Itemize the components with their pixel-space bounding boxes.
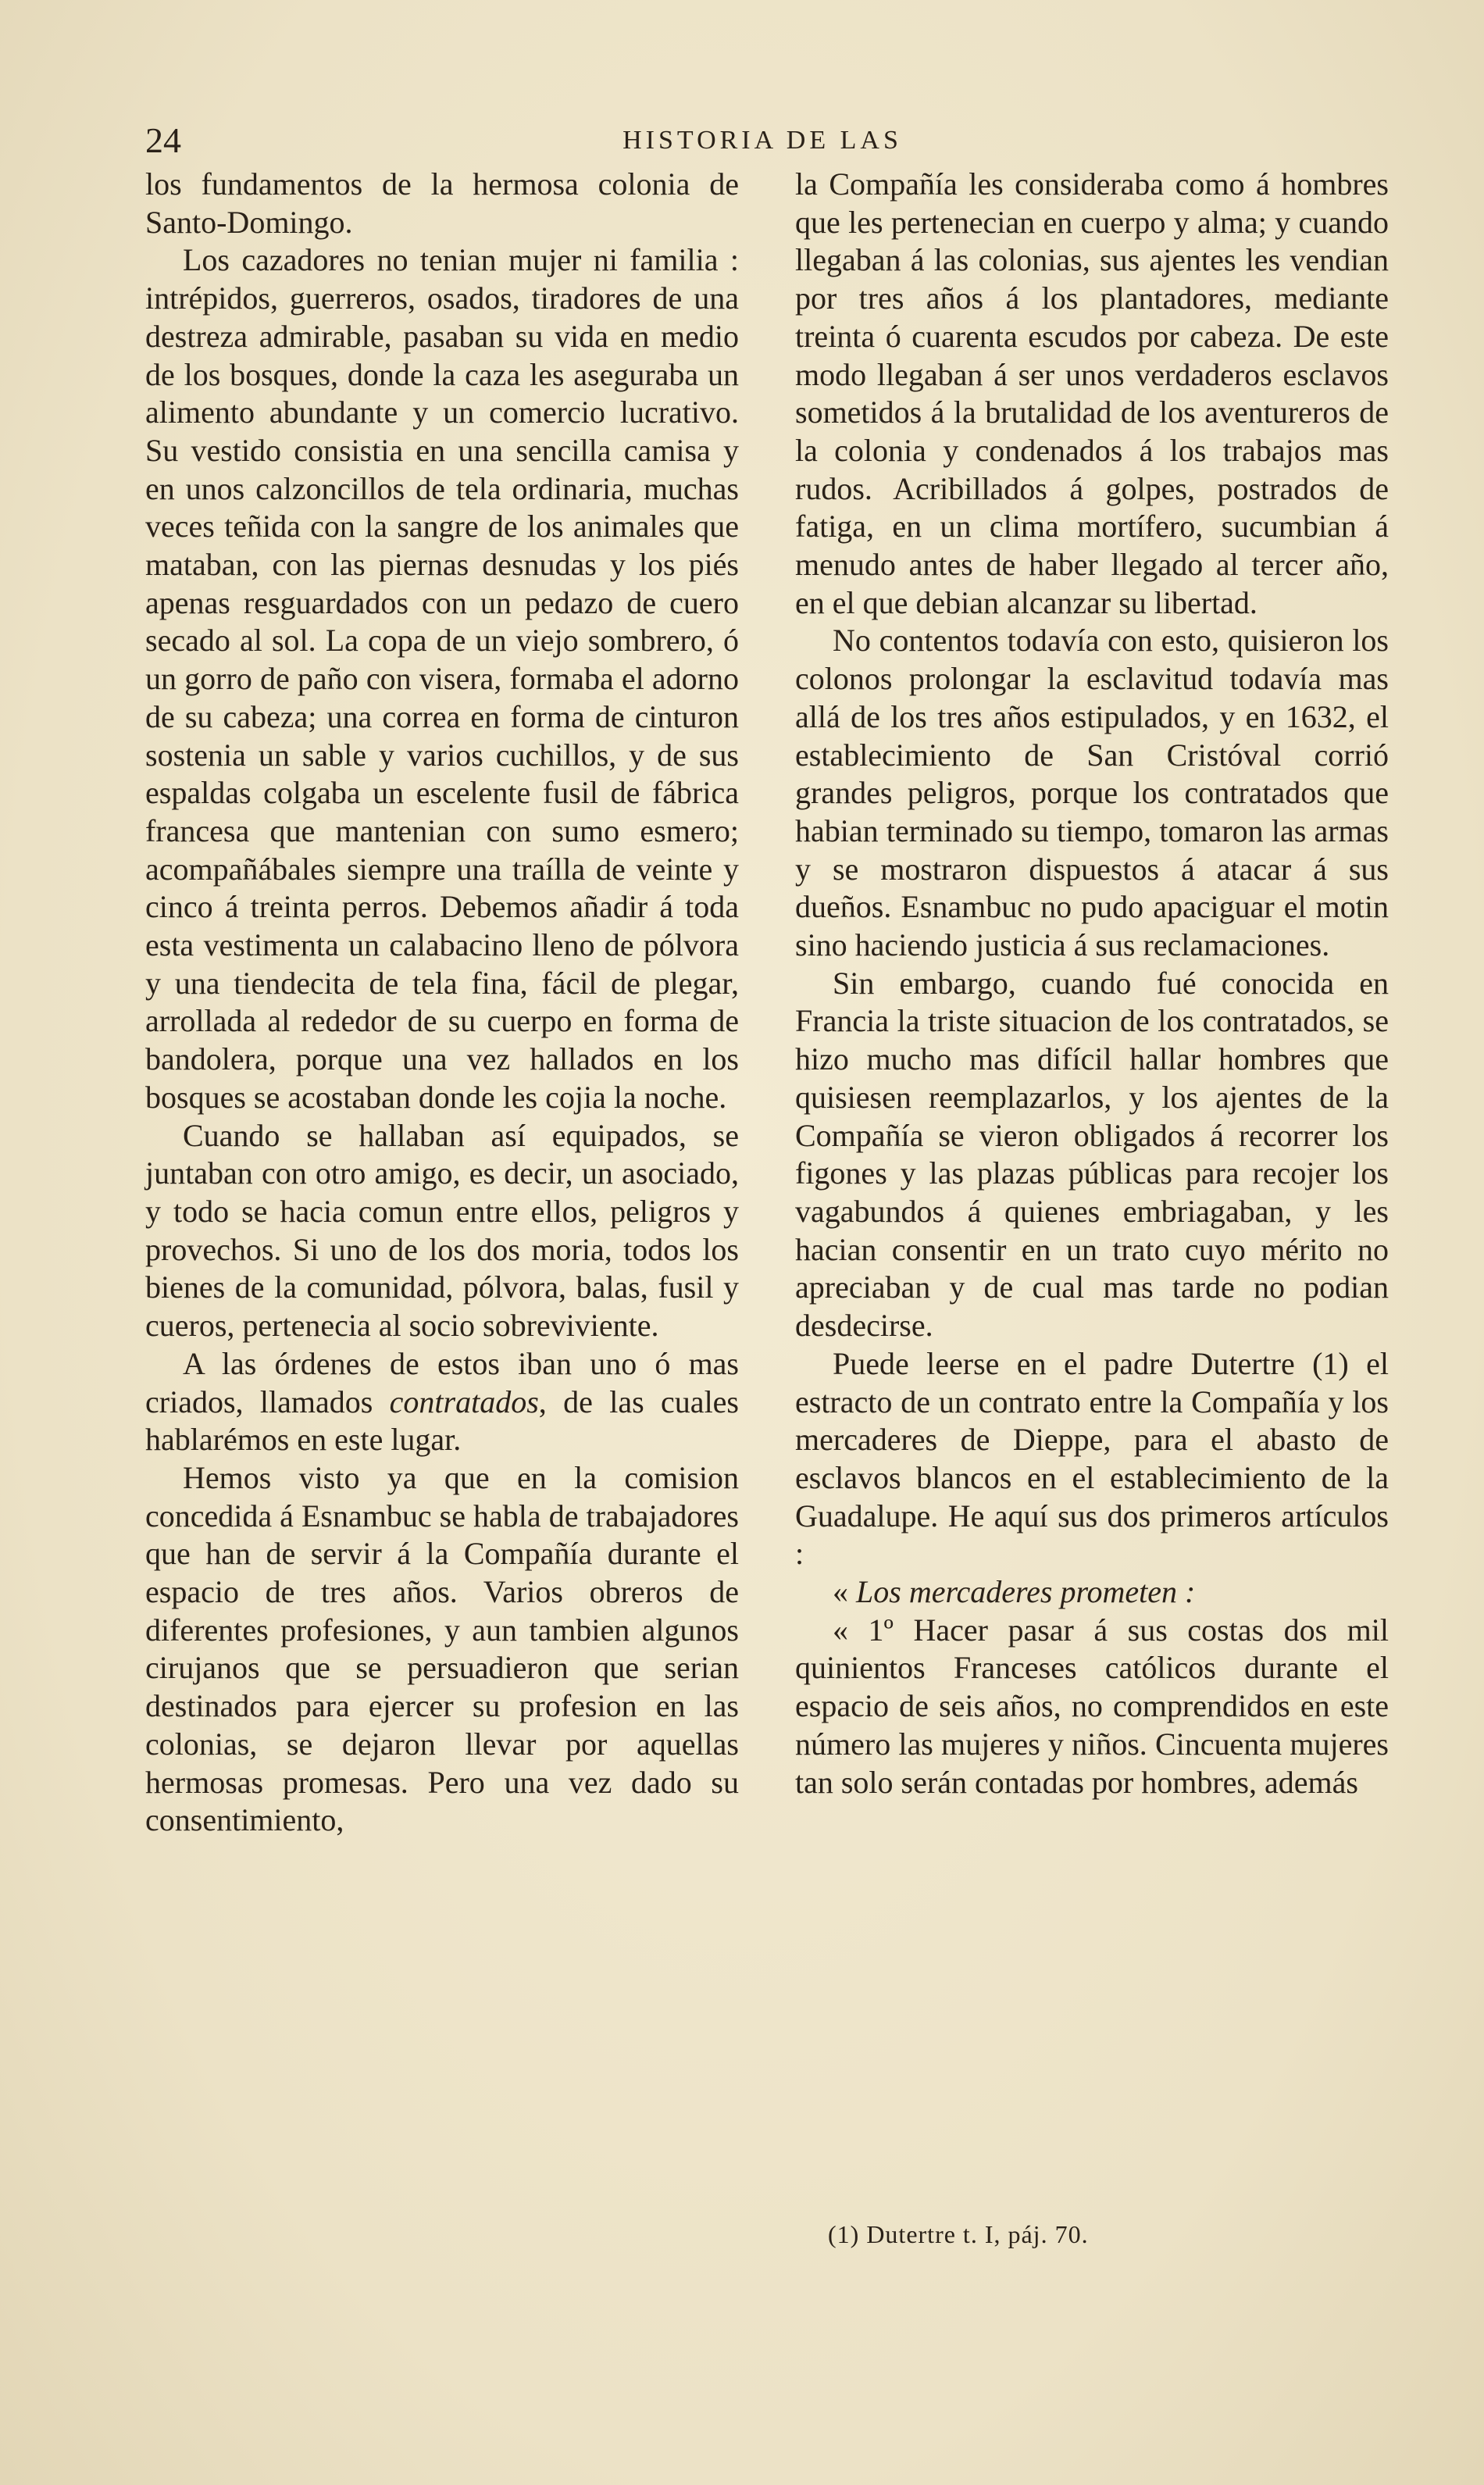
page-header <box>145 117 1379 164</box>
text-span: , de las cuales hablarémos en este lugar. <box>145 1384 739 1458</box>
paragraph: Sin embargo, cuando fué conocida en Francia la triste situacion de los contratados, se hizo mucho mas difícil hallar hombres que quisiesen reemplazarlos, y los ajentes de la Compañía se vieron obligados á recorrer los figones y las plazas públicas para recojer los vagabundos á quienes embriagaban, y les hacian consentir en un trato cuyo mérito no apreciaban y de cual mas tarde no podian desdecirse. <box>795 965 1389 1344</box>
italic-heading: Los mercaderes prometen : <box>856 1574 1196 1610</box>
paragraph: Cuando se hallaban así equipados, se juntaban con otro amigo, es decir, un asociado, y todo se hacia comun entre ellos, peligros y provechos. Si uno de los dos moria, todos los bienes de la comunidad, pólvora, balas, fusil y cueros, pertenecia al socio sobreviviente. <box>145 1117 739 1344</box>
page-number: 24 <box>145 120 181 160</box>
paragraph: Los cazadores no tenian mujer ni familia : intrépidos, guerreros, osados, tiradores de una destreza admirable, pasaban su vida en medio de los bosques, donde la caza les aseguraba un alimento abundante y un comercio lucrativo. Su vestido consistia en una sencilla camisa y en unos calzoncillos de tela ordinaria, muchas veces teñida con la sangre de los animales que mataban, con las piernas desnudas y los piés apenas resguardados con un pedazo de cuero secado al sol. La copa de un viejo sombrero, ó un gorro de paño con visera, formaba el adorno de su cabeza; una correa en forma de cinturon sostenia un sable y varios cuchillos, y de sus espaldas colgaba un escelente fusil de fábrica francesa que mantenian con sumo esmero; acompañábales siempre una traílla de veinte y cinco á treinta perros. Debemos añadir á toda esta vestimenta un calabacino lleno de pólvora y una tiendecita de tela fina, fácil de plegar, arrollada al rededor de su cuerpo en forma de bandolera, porque una vez hallados en los bosques se acostaban donde les cojia la noche. <box>145 242 739 1115</box>
footnote: (1) Dutertre t. I, páj. 70. <box>828 2220 1089 2248</box>
paragraph: « 1º Hacer pasar á sus costas dos mil quinientos Franceses católicos durante el espacio de seis años, no comprendidos en este número las mujeres y niños. Cincuenta mujeres tan solo serán contadas por hombres, además <box>795 1612 1389 1800</box>
paragraph: Puede leerse en el padre Dutertre (1) el estracto de un contrato entre la Compañía y los mercaderes de Dieppe, para el abasto de esclavos blancos en el establecimiento de la Guadalupe. He aquí sus dos primeros artículos : <box>795 1345 1389 1572</box>
italic-term: contratados <box>389 1384 539 1419</box>
paragraph <box>795 1573 1389 1612</box>
running-title: HISTORIA DE LAS <box>622 126 902 155</box>
paragraph: Hemos visto ya que en la comision concedida á Esnambuc se habla de trabajadores que han de servir á la Compañía durante el espacio de tres años. Varios obreros de diferentes profesiones, y aun tambien algunos cirujanos que se persuadieron que serian destinados para ejercer su profesion en las colonias, se dejaron llevar por aquellas hermosas promesas. Pero una vez dado su consentimiento, <box>145 1459 739 1838</box>
text-span: A las órdenes de estos iban uno ó mas criados, llamados <box>145 1345 739 1419</box>
paragraph: la Compañía les consideraba como á hombres que les pertenecian en cuerpo y alma; y cuando llegaban á las colonias, sus ajentes les vendian por tres años á los plantadores, mediante treinta ó cuarenta escudos por cabeza. De este modo llegaban á ser unos verdaderos esclavos sometidos á la brutalidad de los aventureros de la colonia y condenados á los trabajos mas rudos. Acribillados á golpes, postrados de fatiga, en un clima mortífero, sucumbian á menudo antes de haber llegado al tercer año, en el que debian alcanzar su libertad. <box>795 166 1389 620</box>
right-column <box>795 166 1389 1801</box>
paragraph: los fundamentos de la hermosa colonia de Santo-Domingo. <box>145 166 739 240</box>
paragraph <box>145 1345 739 1459</box>
paragraph: No contentos todavía con esto, quisieron los colonos prolongar la esclavitud todavía mas allá de los tres años estipulados, y en 1632, el establecimiento de San Cristóval corrió grandes peligros, porque los contratados que habian terminado su tiempo, tomaron las armas y se mostraron dispuestos á atacar á sus dueños. Esnambuc no pudo apaciguar el motin sino haciendo justicia á sus reclamaciones. <box>795 623 1389 963</box>
left-column <box>145 166 739 1840</box>
text-span: « <box>833 1574 856 1610</box>
